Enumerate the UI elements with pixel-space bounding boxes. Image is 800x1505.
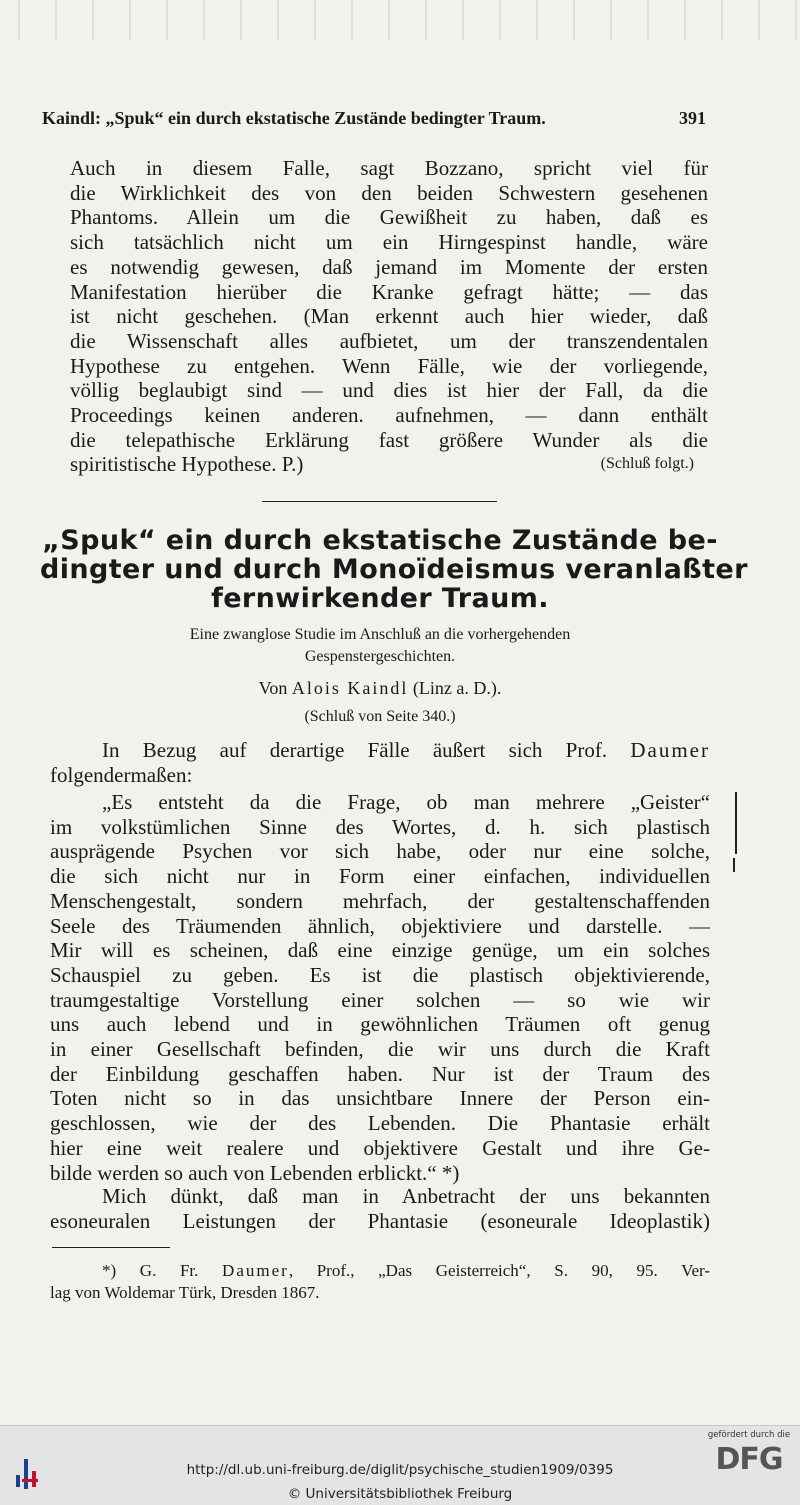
author-name: Daumer [630, 738, 710, 762]
text-line: es notwendig gewesen, daß jemand im Momente der ersten [70, 254, 708, 279]
scan-edge-noise [0, 0, 800, 40]
text-line: Auch in diesem Falle, sagt Bozzano, spricht viel für [70, 156, 708, 180]
text-line: Seele des Träumenden ähnlich, objektiviere und darstelle. — [50, 913, 710, 938]
paragraph-closing [50, 1184, 710, 1233]
text-line: spiritistische Hypothese. P.) [70, 452, 304, 477]
byline [60, 678, 700, 699]
text-line: hier eine weit realere und objektivere Gestalt und ihre Ge- [50, 1135, 710, 1160]
text-line: die Wirklichkeit des von den beiden Schwestern gesehenen [70, 180, 708, 205]
dfg-funding-text: gefördert durch die [707, 1430, 791, 1440]
text-line: im volkstümlichen Sinne des Wortes, d. h. sich plastisch [50, 814, 710, 839]
text-line: die sich nicht nur in Form einer einfachen, individuellen [50, 864, 710, 889]
text-line: uns auch lebend und in gewöhnlichen Träumen oft genug [50, 1012, 710, 1037]
dfg-logo-icon: DFG [715, 1442, 783, 1477]
text-line: „Es entsteht da die Frage, ob man mehrere „Geister“ [102, 790, 710, 814]
text-line: bilde werden so auch von Lebenden erblickt.“ *) [50, 1160, 460, 1185]
paragraph-quote [50, 790, 710, 1185]
viewer-footer-bar [0, 1425, 800, 1505]
text-line: sich tatsächlich nicht um ein Hirngespinst handle, wäre [70, 230, 708, 255]
text-line: folgendermaßen: [50, 762, 193, 787]
text-line: Hypothese zu entgehen. Wenn Fälle, wie der vorliegende, [70, 353, 708, 378]
text-line: völlig beglaubigt sind — und dies ist hier der Fall, da die [70, 378, 708, 403]
text-line: Phantoms. Allein um die Gewißheit zu haben, daß es [70, 205, 708, 230]
title-line: dingter und durch Monoïdeismus veranlaßter [40, 554, 748, 585]
text-line: der Einbildung geschaffen haben. Nur ist der Traum des [50, 1061, 710, 1086]
page-number: 391 [679, 108, 706, 128]
subtitle-line: Eine zwanglose Studie im Anschluß an die vorhergehenden [189, 626, 571, 643]
footnote-line: lag von Woldemar Türk, Dresden 1867. [50, 1283, 320, 1302]
article-subtitle [60, 624, 700, 668]
text-line: esoneuralen Leistungen der Phantasie (esoneurale Ideoplastik) [50, 1208, 710, 1233]
text-line: geschlossen, wie der des Lebenden. Die Phantasie erhält [50, 1111, 710, 1136]
text-line: traumgestaltige Vorstellung einer solchen — so wie wir [50, 987, 710, 1012]
author-name: Alois Kaindl [291, 678, 409, 698]
footnote-divider [52, 1247, 170, 1248]
dfg-logo [704, 1430, 794, 1500]
paragraph-intro [50, 738, 710, 787]
byline-suffix: (Linz a. D.). [412, 678, 502, 698]
footnote [50, 1260, 710, 1304]
text-line: ausprägende Psychen vor sich habe, oder nur eine solche, [50, 839, 710, 864]
continuation-note: (Schluß von Seite 340.) [304, 708, 456, 725]
title-line: fernwirkender Traum. [211, 583, 549, 614]
text-line-last [70, 452, 708, 477]
footnote-line [50, 1260, 710, 1282]
to-be-continued-note: (Schluß folgt.) [600, 455, 694, 473]
text-line: Manifestation hierüber die Kranke gefragt hätte; — das [70, 279, 708, 304]
subtitle-line: Gespenstergeschichten. [304, 648, 456, 665]
running-head-title: Kaindl: „Spuk“ ein durch ekstatische Zustände bedingter Traum. [42, 108, 546, 128]
text-line: ist nicht geschehen. (Man erkennt auch hier wieder, daß [70, 304, 708, 329]
copyright-notice: © Universitätsbibliothek Freiburg [287, 1486, 513, 1502]
author-name: Daumer [222, 1261, 289, 1280]
text-fragment: , Prof., „Das Geisterreich“, S. 90, 95. Ver- [288, 1261, 710, 1280]
text-line: Mir will es scheinen, daß eine einzige genüge, um ein solches [50, 938, 710, 963]
margin-mark [733, 858, 735, 872]
text-fragment: *) G. Fr. [102, 1261, 199, 1280]
library-logo-icon [14, 1453, 44, 1493]
article-title [40, 525, 748, 614]
title-line: „Spuk“ ein durch ekstatische Zustände be- [42, 525, 718, 556]
text-line: die telepathische Erklärung fast größere Wunder als die [70, 427, 708, 452]
text-line: Menschengestalt, sondern mehrfach, der gestaltenschaffenden [50, 888, 710, 913]
text-fragment: In Bezug auf derartige Fälle äußert sich Prof. [102, 738, 608, 762]
text-line: Proceedings keinen anderen. aufnehmen, — dann enthält [70, 403, 708, 428]
paragraph-bozzano [70, 156, 708, 477]
running-head [42, 108, 706, 129]
byline-prefix: Von [258, 678, 288, 698]
text-line: Toten nicht so in das unsichtbare Innere der Person ein- [50, 1086, 710, 1111]
margin-mark [735, 792, 737, 854]
text-line: Schauspiel zu geben. Es ist die plastisch objektivierende, [50, 962, 710, 987]
section-divider [262, 501, 497, 502]
text-line [50, 738, 710, 763]
text-line: in einer Gesellschaft befinden, die wir uns durch die Kraft [50, 1037, 710, 1062]
text-line: die Wissenschaft alles aufbietet, um der transzendentalen [70, 328, 708, 353]
text-line: Mich dünkt, daß man in Anbetracht der uns bekannten [102, 1184, 710, 1208]
permalink-url[interactable]: http://dl.ub.uni-freiburg.de/diglit/psychische_studien1909/0395 [186, 1462, 614, 1478]
